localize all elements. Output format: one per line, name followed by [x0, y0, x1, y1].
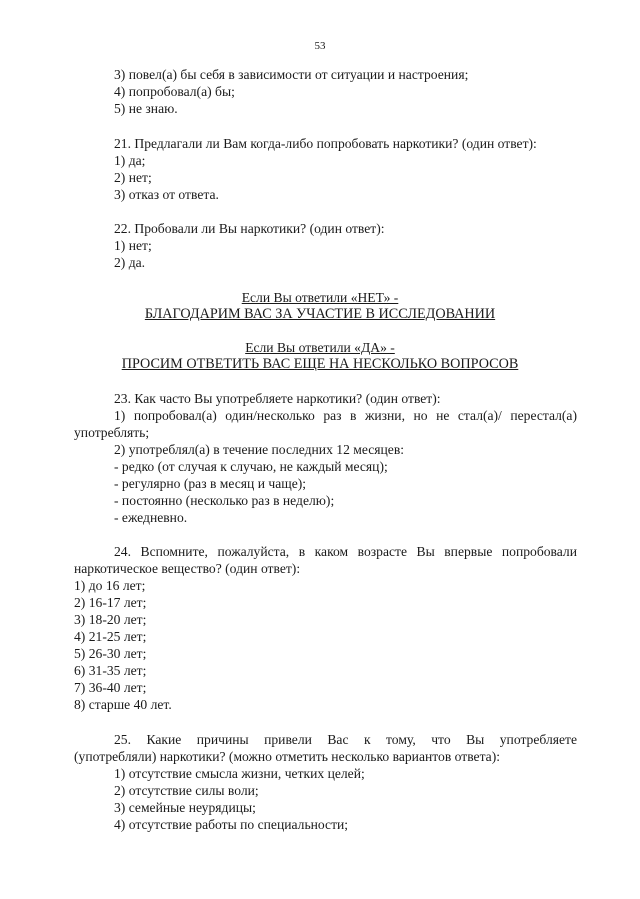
answer-option: 1) до 16 лет; [74, 578, 146, 593]
answer-option: 5) не знаю. [114, 101, 178, 116]
answer-option: 1) нет; [114, 238, 152, 253]
notice-no-label: Если Вы ответили «НЕТ» - [241, 290, 399, 305]
page-number: 53 [314, 40, 326, 52]
question-21-title: 21. Предлагали ли Вам когда-либо попробовать наркотики? (один ответ): [114, 136, 537, 151]
question-25-title: 25. Какие причины привели Вас к тому, что Вы употребляете [114, 732, 577, 747]
sub-option: - регулярно (раз в месяц и чаще); [114, 476, 307, 491]
answer-option: 5) 26-30 лет; [74, 646, 147, 661]
notice-yes-text: ПРОСИМ ОТВЕТИТЬ ВАС ЕЩЕ НА НЕСКОЛЬКО ВОПРОСОВ [121, 356, 519, 372]
question-22-title: 22. Пробовали ли Вы наркотики? (один ответ): [114, 221, 385, 236]
question-23-title: 23. Как часто Вы употребляете наркотики? (один ответ): [114, 391, 441, 406]
answer-option: 2) нет; [114, 170, 152, 185]
sub-option: - редко (от случая к случаю, не каждый месяц); [114, 459, 388, 474]
answer-option: 2) 16-17 лет; [74, 595, 147, 610]
answer-option: 2) отсутствие силы воли; [114, 783, 259, 798]
answer-option: 3) отказ от ответа. [114, 187, 219, 202]
sub-option: - постоянно (несколько раз в неделю); [114, 493, 335, 508]
answer-option: 2) употреблял(а) в течение последних 12 месяцев: [114, 442, 405, 457]
answer-option: 2) да. [114, 255, 146, 270]
answer-option: 1) да; [114, 153, 146, 168]
answer-option: 4) попробовал(а) бы; [114, 84, 235, 99]
answer-option: 3) повел(а) бы себя в зависимости от ситуации и настроения; [114, 67, 469, 82]
answer-option: 4) 21-25 лет; [74, 629, 147, 644]
answer-option: 7) 36-40 лет; [74, 680, 147, 695]
answer-option: 3) семейные неурядицы; [114, 800, 256, 815]
answer-option: 4) отсутствие работы по специальности; [114, 817, 349, 832]
answer-option: 1) отсутствие смысла жизни, четких целей; [114, 766, 365, 781]
question-24-title-continuation: наркотическое вещество? (один ответ): [74, 561, 301, 576]
notice-yes-label: Если Вы ответили «ДА» - [245, 340, 395, 355]
notice-no-text: БЛАГОДАРИМ ВАС ЗА УЧАСТИЕ В ИССЛЕДОВАНИИ [144, 306, 496, 322]
answer-option: 3) 18-20 лет; [74, 612, 147, 627]
answer-option: 8) старше 40 лет. [74, 697, 172, 712]
sub-option: - ежедневно. [114, 510, 188, 525]
question-25-title-continuation: (употребляли) наркотики? (можно отметить несколько вариантов ответа): [74, 749, 501, 764]
answer-option: 6) 31-35 лет; [74, 663, 147, 678]
answer-option: 1) попробовал(а) один/несколько раз в жизни, но не стал(а)/ перестал(а) [114, 408, 577, 423]
answer-option-continuation: употреблять; [74, 425, 150, 440]
question-24-title: 24. Вспомните, пожалуйста, в каком возрасте Вы впервые попробовали [114, 544, 577, 559]
